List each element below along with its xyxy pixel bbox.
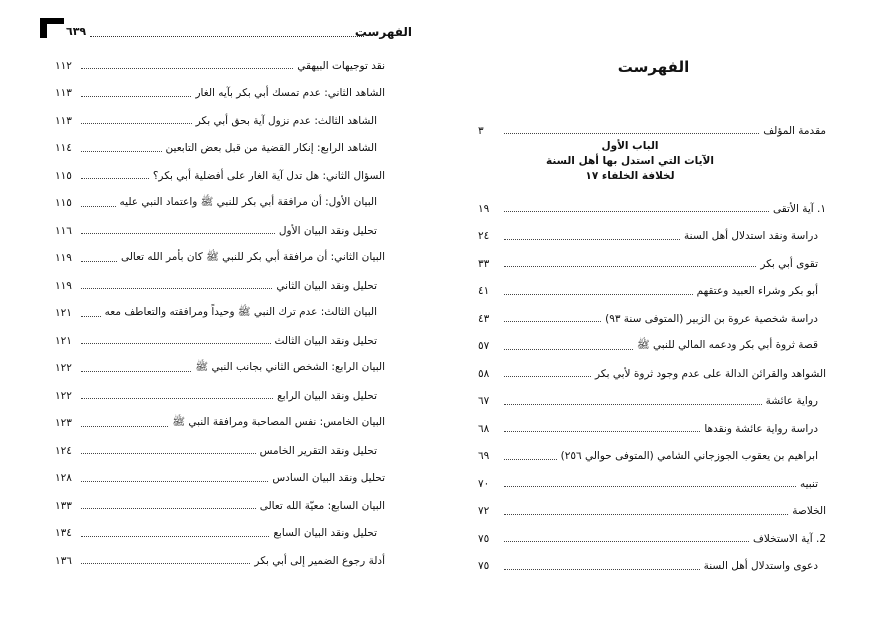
toc-entry[interactable] bbox=[55, 520, 385, 548]
toc-entry[interactable] bbox=[478, 278, 826, 306]
leader-dots bbox=[81, 536, 269, 537]
toc-entry-label: البيان الخامس: نفس المصاحبة ومرافقة النبي ﷺ bbox=[168, 416, 385, 431]
toc-entry-page: ٧٥ bbox=[478, 532, 490, 545]
thumb-tab-mark-icon bbox=[40, 18, 64, 38]
toc-entry[interactable] bbox=[55, 135, 385, 163]
leader-dots bbox=[90, 26, 364, 37]
toc-entry-page: ١٢٤ bbox=[55, 444, 72, 457]
toc-entry-page: ١١٤ bbox=[55, 142, 72, 155]
toc-entry[interactable] bbox=[55, 492, 385, 520]
toc-entry[interactable] bbox=[478, 415, 826, 443]
leader-dots bbox=[81, 233, 275, 234]
leader-dots bbox=[81, 343, 271, 344]
toc-entry-label: دراسة شخصية عروة بن الزبير (المتوفى سنة ٩٣) bbox=[601, 313, 818, 325]
toc-entry[interactable] bbox=[478, 388, 826, 416]
toc-entry-label: تحليل ونقد البيان الثاني bbox=[272, 280, 377, 292]
toc-entry-page: ٢٤ bbox=[478, 230, 490, 243]
toc-entry[interactable] bbox=[55, 300, 385, 328]
toc-entry-page: ١٢٨ bbox=[55, 472, 72, 485]
toc-entry-label: الشاهد الثاني: عدم تمسك أبي بكر بآيه الغار bbox=[191, 87, 385, 99]
toc-list-right bbox=[478, 195, 826, 580]
leader-dots bbox=[81, 371, 191, 372]
toc-entry-page: ١١٩ bbox=[55, 252, 72, 265]
toc-entry-page: ١٣٦ bbox=[55, 554, 72, 567]
toc-entry[interactable] bbox=[478, 443, 826, 471]
toc-entry-label: مقدمة المؤلف bbox=[759, 125, 826, 137]
leader-dots bbox=[504, 486, 796, 487]
toc-entry-label: البيان الأول: أن مرافقة أبي بكر للنبي ﷺ واعتماد النبي عليه bbox=[116, 196, 377, 211]
toc-entry-label: قصة ثروة أبي بكر ودعمه المالي للنبي ﷺ bbox=[633, 339, 818, 354]
toc-entry-label: تحليل ونقد البيان السابع bbox=[269, 527, 377, 539]
running-header-title: الفهرست bbox=[354, 25, 412, 39]
page-number: ٦٣٩ bbox=[66, 25, 87, 38]
leader-dots bbox=[504, 459, 557, 460]
toc-entry-page: ٣ bbox=[478, 124, 484, 137]
toc-entry-label: تحليل ونقد البيان الثالث bbox=[271, 335, 377, 347]
toc-entry-page: ٣٣ bbox=[478, 257, 490, 270]
toc-entry-label: الشواهد والقرائن الدالة على عدم وجود ثروة لأبي بكر bbox=[591, 368, 826, 380]
toc-entry-page: ١١٩ bbox=[55, 279, 72, 292]
toc-entry-label: تحليل ونقد البيان السادس bbox=[268, 472, 385, 484]
toc-entry[interactable] bbox=[55, 410, 385, 438]
chapter-heading-line3: لخلافة الخلفاء ١٧ bbox=[585, 170, 675, 182]
toc-list-left bbox=[55, 52, 385, 575]
leader-dots bbox=[504, 349, 633, 350]
toc-entry[interactable] bbox=[55, 327, 385, 355]
toc-entry-label: البيان السابع: معيّة الله تعالى bbox=[256, 500, 385, 512]
leader-dots bbox=[504, 294, 693, 295]
toc-entry[interactable] bbox=[55, 52, 385, 80]
leader-dots bbox=[81, 261, 117, 262]
toc-entry-label: أبو بكر وشراء العبيد وعتقهم bbox=[693, 285, 818, 297]
leader-dots bbox=[81, 453, 256, 454]
toc-entry-label: 2. آية الاستخلاف bbox=[749, 533, 826, 545]
chapter-heading bbox=[480, 139, 780, 184]
toc-entry-label: الشاهد الثالث: عدم نزول آية بحق أبي بكر bbox=[192, 115, 377, 127]
leader-dots bbox=[81, 398, 273, 399]
toc-entry-page: ٦٩ bbox=[478, 450, 490, 463]
toc-entry-page: ٥٨ bbox=[478, 367, 490, 380]
leader-dots bbox=[81, 68, 293, 69]
toc-entry-label: السؤال الثاني: هل تدل آية الغار على أفضلية أبي بكر؟ bbox=[149, 170, 385, 182]
toc-entry[interactable] bbox=[478, 333, 826, 361]
leader-dots bbox=[504, 376, 591, 377]
leader-dots bbox=[504, 541, 749, 542]
toc-entry-label: دراسة ونقد استدلال أهل السنة bbox=[680, 230, 818, 242]
chapter-heading-line2: الآيات التي استدل بها أهل السنة bbox=[546, 155, 714, 167]
toc-entry-page: ٤٣ bbox=[478, 312, 490, 325]
toc-entry-page: ١٢١ bbox=[55, 334, 72, 347]
toc-entry-label: رواية عائشة bbox=[762, 395, 818, 407]
leader-dots bbox=[81, 508, 256, 509]
toc-entry-label: دعوى واستدلال أهل السنة bbox=[700, 560, 818, 572]
leader-dots bbox=[504, 514, 788, 515]
leader-dots bbox=[81, 151, 162, 152]
leader-dots bbox=[504, 569, 700, 570]
toc-entry-label: ابراهيم بن يعقوب الجوزجاني الشامي (المتوفى حوالي ٢٥٦) bbox=[557, 450, 818, 462]
toc-entry-page: ١٢١ bbox=[55, 307, 72, 320]
toc-entry-label: البيان الرابع: الشخص الثاني بجانب النبي ﷺ bbox=[191, 361, 385, 376]
toc-entry-page: ١٢٢ bbox=[55, 389, 72, 402]
toc-entry[interactable] bbox=[478, 250, 826, 278]
toc-entry[interactable] bbox=[478, 498, 826, 526]
leader-dots bbox=[504, 211, 769, 212]
toc-entry[interactable] bbox=[478, 525, 826, 553]
leader-dots bbox=[81, 178, 149, 179]
toc-entry-page: ٤١ bbox=[478, 285, 490, 298]
toc-entry[interactable] bbox=[55, 547, 385, 575]
toc-entry-label: دراسة رواية عائشة ونقدها bbox=[700, 423, 818, 435]
page-title: الفهرست bbox=[617, 58, 690, 76]
toc-entry-page: ٦٧ bbox=[478, 395, 490, 408]
toc-entry-page: ١٢٣ bbox=[55, 417, 72, 430]
toc-entry-label: الشاهد الرابع: إنكار القضية من قبل بعض التابعين bbox=[162, 142, 377, 154]
toc-entry-page: ١١٢ bbox=[55, 59, 72, 72]
leader-dots bbox=[504, 431, 700, 432]
toc-entry[interactable] bbox=[55, 107, 385, 135]
chapter-heading-line1: الباب الأول bbox=[601, 140, 659, 152]
leader-dots bbox=[504, 133, 759, 134]
left-page bbox=[0, 0, 435, 640]
leader-dots bbox=[81, 288, 272, 289]
toc-entry-label: تنبيه bbox=[796, 478, 818, 490]
toc-entry-page: ١١٣ bbox=[55, 114, 72, 127]
toc-entry-label: تحليل ونقد البيان الأول bbox=[275, 225, 377, 237]
leader-dots bbox=[81, 96, 191, 97]
toc-entry-page: ١٩ bbox=[478, 202, 490, 215]
toc-entry-page: ١١٥ bbox=[55, 197, 72, 210]
toc-entry[interactable] bbox=[55, 355, 385, 383]
toc-entry-page: ١٣٣ bbox=[55, 499, 72, 512]
toc-entry-page: ١١٥ bbox=[55, 169, 72, 182]
toc-entry[interactable] bbox=[55, 437, 385, 465]
toc-entry[interactable] bbox=[55, 245, 385, 273]
toc-entry[interactable] bbox=[478, 553, 826, 581]
toc-entry-label: تحليل ونقد التقرير الخامس bbox=[256, 445, 377, 457]
toc-entry-label: ١. آية الأتقى bbox=[769, 203, 826, 215]
toc-entry[interactable] bbox=[55, 382, 385, 410]
leader-dots bbox=[504, 404, 762, 405]
toc-entry[interactable] bbox=[55, 272, 385, 300]
toc-entry[interactable] bbox=[55, 217, 385, 245]
toc-entry-page: ٧٥ bbox=[478, 560, 490, 573]
toc-entry-label: الخلاصة bbox=[788, 505, 826, 517]
leader-dots bbox=[81, 563, 250, 564]
toc-entry-label: البيان الثالث: عدم ترك النبي ﷺ وحيداً ومرافقته والتعاطف معه bbox=[101, 306, 377, 321]
toc-entry[interactable] bbox=[478, 223, 826, 251]
leader-dots bbox=[81, 123, 192, 124]
toc-entry-label: تحليل ونقد البيان الرابع bbox=[273, 390, 377, 402]
toc-entry-label: أدلة رجوع الضمير إلى أبي بكر bbox=[250, 555, 385, 567]
toc-entry-label: تقوى أبي بكر bbox=[756, 258, 818, 270]
toc-entry[interactable] bbox=[55, 162, 385, 190]
toc-entry-page: ٥٧ bbox=[478, 340, 490, 353]
leader-dots bbox=[81, 316, 101, 317]
toc-entry-page: ٧٠ bbox=[478, 477, 490, 490]
toc-entry[interactable] bbox=[55, 190, 385, 218]
leader-dots bbox=[81, 206, 116, 207]
leader-dots bbox=[504, 266, 756, 267]
toc-entry-page: ٦٨ bbox=[478, 422, 490, 435]
toc-entry[interactable] bbox=[55, 80, 385, 108]
toc-entry-page: ١١٣ bbox=[55, 87, 72, 100]
toc-entry[interactable] bbox=[478, 195, 826, 223]
toc-entry[interactable] bbox=[478, 305, 826, 333]
running-header bbox=[40, 24, 412, 42]
leader-dots bbox=[81, 426, 168, 427]
leader-dots bbox=[504, 321, 601, 322]
toc-entry[interactable] bbox=[478, 360, 826, 388]
toc-entry-label: نقد توجيهات البيهقي bbox=[293, 60, 385, 72]
toc-entry-page: ١٢٢ bbox=[55, 362, 72, 375]
toc-entry-label: البيان الثاني: أن مرافقة أبي بكر للنبي ﷺ كان بأمر الله تعالى bbox=[117, 251, 385, 266]
leader-dots bbox=[81, 481, 268, 482]
toc-entry-page: ١١٦ bbox=[55, 224, 72, 237]
toc-entry[interactable] bbox=[478, 470, 826, 498]
leader-dots bbox=[504, 239, 680, 240]
toc-entry-page: ١٣٤ bbox=[55, 527, 72, 540]
toc-entry[interactable] bbox=[55, 465, 385, 493]
toc-entry-page: ٧٢ bbox=[478, 505, 490, 518]
